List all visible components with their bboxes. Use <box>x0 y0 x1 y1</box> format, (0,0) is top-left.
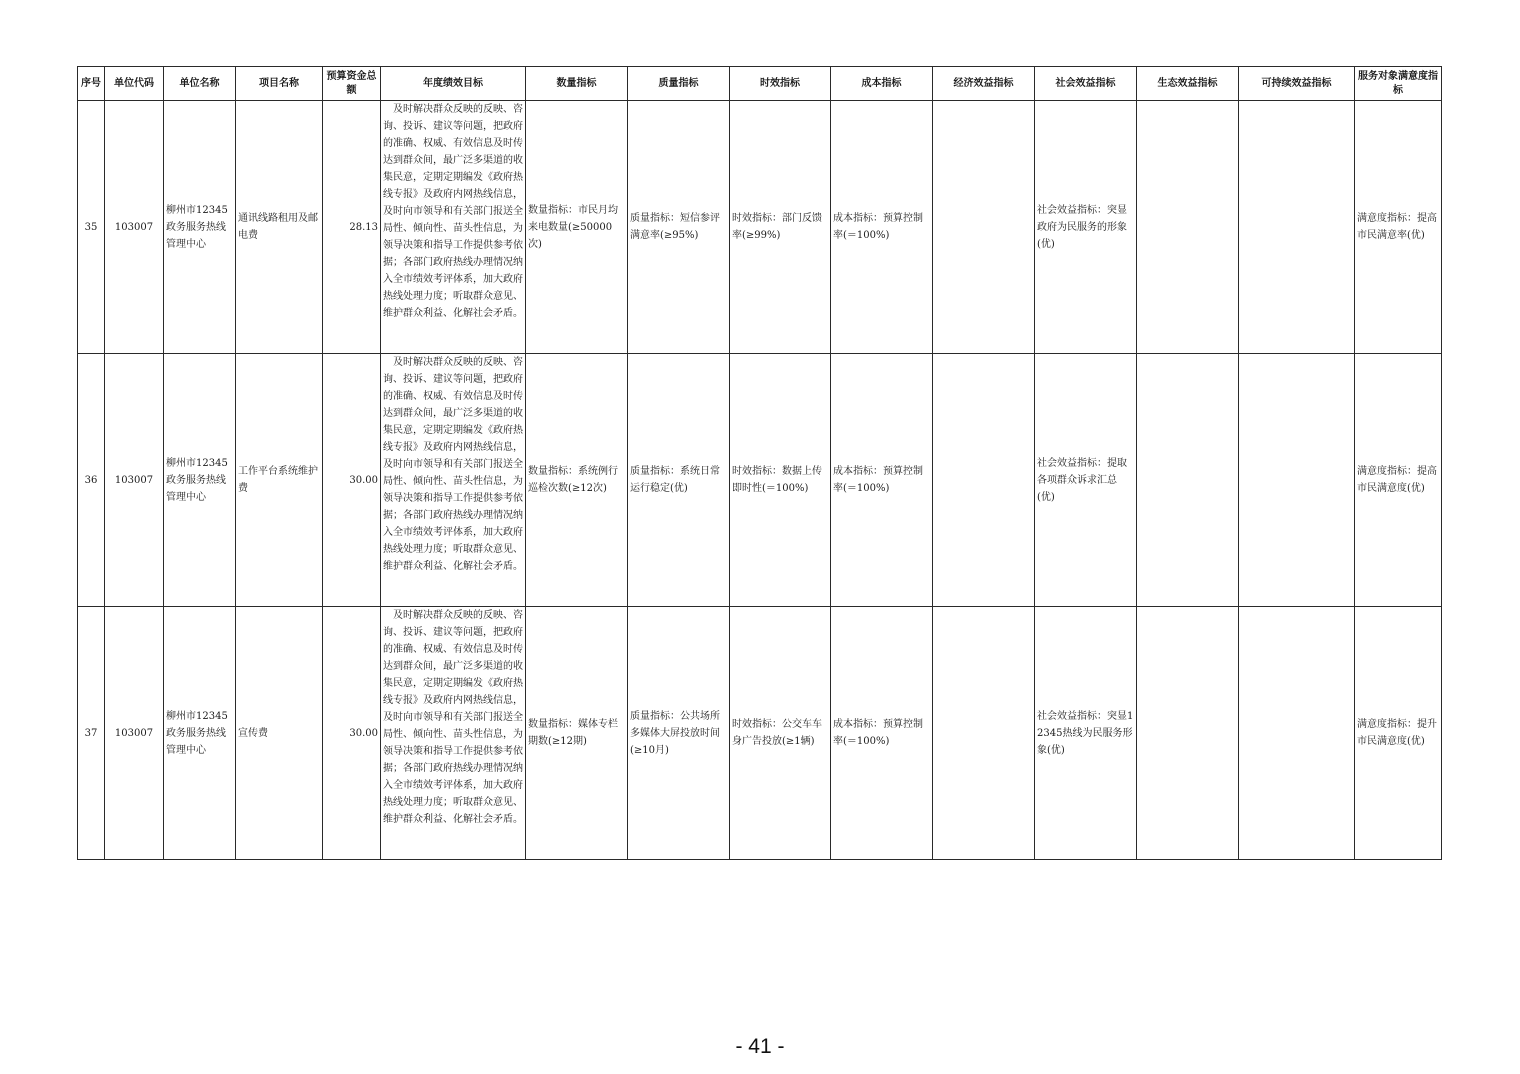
goal-text: 及时解决群众反映的反映、咨询、投诉、建议等问题，把政府的准确、权威、有效信息及时传达到群众间，最广泛多渠道的收集民意，定期定期编发《政府热线专报》及政府内网热线信息，及时向市领导和有关部门报送全局性、倾向性、苗头性信息，为领导决策和指导工作提供参考依据；各部门政府热线办理情况纳入全市绩效考评体系，加大政府热线处理力度；听取群众意见、维护群众利益、化解社会矛盾。 <box>383 357 523 572</box>
cell-cost: 成本指标：预算控制率(＝100%) <box>831 354 933 607</box>
table-row <box>78 607 1442 860</box>
cell-unit-name: 柳州市12345政务服务热线管理中心 <box>164 101 236 354</box>
cell-quantity: 数量指标：系统例行巡检次数(≥12次) <box>526 354 628 607</box>
header-unit-code: 单位代码 <box>105 67 164 101</box>
header-satisfaction: 服务对象满意度指标 <box>1355 67 1442 101</box>
cell-quantity: 数量指标：市民月均来电数量(≥50000次) <box>526 101 628 354</box>
header-quality: 质量指标 <box>628 67 730 101</box>
table-row <box>78 354 1442 607</box>
cell-unit-code: 103007 <box>105 607 164 860</box>
cell-quality: 质量指标：系统日常运行稳定(优) <box>628 354 730 607</box>
cell-sustainable <box>1239 607 1355 860</box>
cell-timeliness: 时效指标：部门反馈率(≥99%) <box>730 101 831 354</box>
cell-satisfaction: 满意度指标：提升市民满意度(优) <box>1355 607 1442 860</box>
cell-unit-name: 柳州市12345政务服务热线管理中心 <box>164 354 236 607</box>
cell-social: 社会效益指标：突显政府为民服务的形象(优) <box>1035 101 1137 354</box>
cell-economic <box>933 101 1035 354</box>
cell-budget: 28.13 <box>323 101 381 354</box>
performance-table <box>77 66 1442 860</box>
header-social: 社会效益指标 <box>1035 67 1137 101</box>
cell-seq: 37 <box>78 607 105 860</box>
goal-text: 及时解决群众反映的反映、咨询、投诉、建议等问题，把政府的准确、权威、有效信息及时传达到群众间，最广泛多渠道的收集民意，定期定期编发《政府热线专报》及政府内网热线信息，及时向市领导和有关部门报送全局性、倾向性、苗头性信息，为领导决策和指导工作提供参考依据；各部门政府热线办理情况纳入全市绩效考评体系，加大政府热线处理力度；听取群众意见、维护群众利益、化解社会矛盾。 <box>383 610 523 825</box>
header-goal: 年度绩效目标 <box>381 67 526 101</box>
cell-quality: 质量指标：公共场所多媒体大屏投放时间(≥10月) <box>628 607 730 860</box>
cell-quality: 质量指标：短信参评满意率(≥95%) <box>628 101 730 354</box>
cell-satisfaction: 满意度指标：提高市民满意度(优) <box>1355 354 1442 607</box>
goal-text: 及时解决群众反映的反映、咨询、投诉、建议等问题，把政府的准确、权威、有效信息及时传达到群众间，最广泛多渠道的收集民意，定期定期编发《政府热线专报》及政府内网热线信息，及时向市领导和有关部门报送全局性、倾向性、苗头性信息，为领导决策和指导工作提供参考依据；各部门政府热线办理情况纳入全市绩效考评体系，加大政府热线处理力度；听取群众意见、维护群众利益、化解社会矛盾。 <box>383 104 523 319</box>
header-sustainable: 可持续效益指标 <box>1239 67 1355 101</box>
cell-social: 社会效益指标：突显12345热线为民服务形象(优) <box>1035 607 1137 860</box>
cell-cost: 成本指标：预算控制率(＝100%) <box>831 101 933 354</box>
header-row <box>78 67 1442 101</box>
cell-project: 通讯线路租用及邮电费 <box>236 101 323 354</box>
cell-sustainable <box>1239 101 1355 354</box>
header-ecological: 生态效益指标 <box>1137 67 1239 101</box>
cell-satisfaction: 满意度指标：提高市民满意率(优) <box>1355 101 1442 354</box>
header-budget: 预算资金总额 <box>323 67 381 101</box>
header-seq: 序号 <box>78 67 105 101</box>
cell-goal <box>381 101 526 354</box>
cell-seq: 36 <box>78 354 105 607</box>
cell-budget: 30.00 <box>323 354 381 607</box>
cell-sustainable <box>1239 354 1355 607</box>
cell-goal <box>381 607 526 860</box>
cell-quantity: 数量指标：媒体专栏期数(≥12期) <box>526 607 628 860</box>
cell-cost: 成本指标：预算控制率(＝100%) <box>831 607 933 860</box>
header-quantity: 数量指标 <box>526 67 628 101</box>
header-project: 项目名称 <box>236 67 323 101</box>
cell-goal <box>381 354 526 607</box>
cell-unit-code: 103007 <box>105 101 164 354</box>
header-economic: 经济效益指标 <box>933 67 1035 101</box>
cell-economic <box>933 607 1035 860</box>
table-row <box>78 101 1442 354</box>
page-number: - 41 - <box>735 1035 785 1058</box>
cell-economic <box>933 354 1035 607</box>
header-unit-name: 单位名称 <box>164 67 236 101</box>
cell-unit-name: 柳州市12345政务服务热线管理中心 <box>164 607 236 860</box>
cell-unit-code: 103007 <box>105 354 164 607</box>
cell-project: 宣传费 <box>236 607 323 860</box>
cell-timeliness: 时效指标：数据上传即时性(＝100%) <box>730 354 831 607</box>
header-timeliness: 时效指标 <box>730 67 831 101</box>
cell-ecological <box>1137 607 1239 860</box>
cell-ecological <box>1137 101 1239 354</box>
cell-ecological <box>1137 354 1239 607</box>
header-cost: 成本指标 <box>831 67 933 101</box>
cell-budget: 30.00 <box>323 607 381 860</box>
cell-seq: 35 <box>78 101 105 354</box>
cell-project: 工作平台系统维护费 <box>236 354 323 607</box>
cell-timeliness: 时效指标：公交车车身广告投放(≥1辆) <box>730 607 831 860</box>
cell-social: 社会效益指标：提取各项群众诉求汇总(优) <box>1035 354 1137 607</box>
